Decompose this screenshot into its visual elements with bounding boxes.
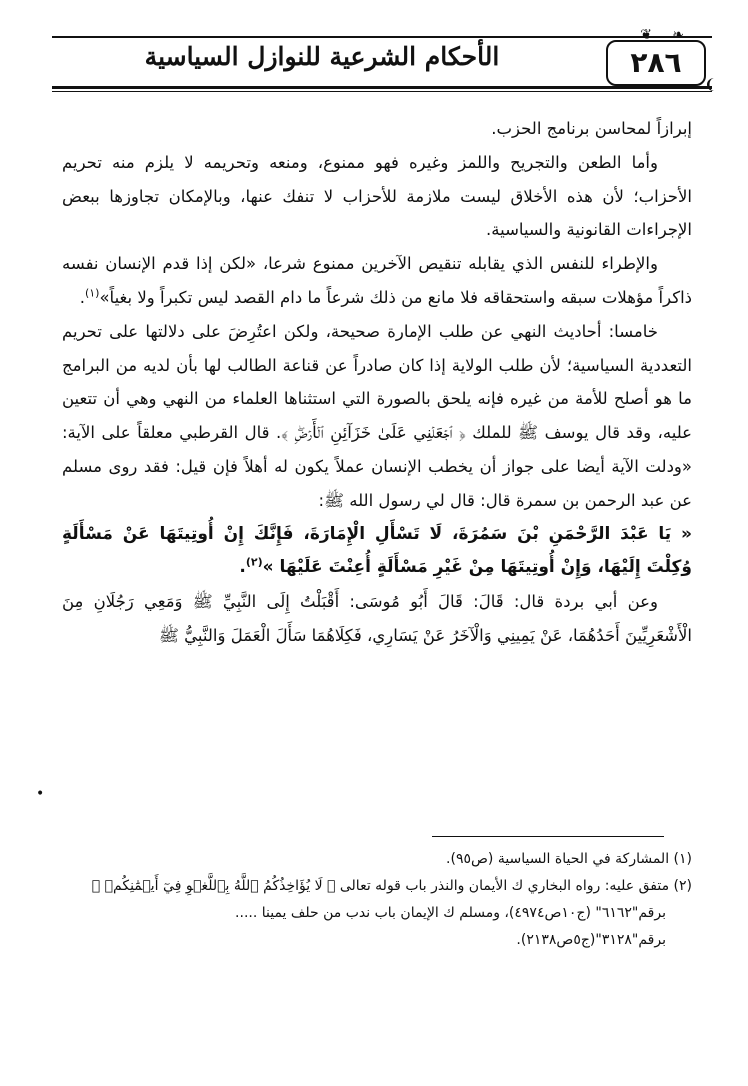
paragraph-text: خامسا: أحاديث النهي عن طلب الإمارة صحيحة، ولكن اعتُرِضَ على دلالتها على تحريم التعددية السياسية؛ لأن طلب الولاية إذا كان صادراً عن قناعة الطالب لها بأن لديه من البرامج ما هو أصلح للأمة من غيره فإنه يلحق بالصورة التي استثناها العلماء من النهي وهي أن تتعين عليه، وقد قال يوسف ﷺ للملك ﴿ ٱجۡعَلۡنِي عَلَىٰ خَزَآئِنِ ٱلۡأَرۡضِۖ ﴾. قال القرطبي معلقاً على الآية: «ودلت الآية أيضا على جواز أن يخطب الإنسان عملاً يكون له أهلاً فإن قيل: فقد روى مسلم عن عبد الرحمن بن سمرة قال: قال لي رسول الله ﷺ: bbox=[62, 321, 692, 510]
paragraph-text: والإطراء للنفس الذي يقابله تنقيص الآخرين ممنوع شرعا، «لكن إذا قدم الإنسان نفسه ذاكراً مؤهلات سبقه واستحقاقه فلا مانع من ذلك شرعاً ما دام القصد ليس تكبراً ولا بغياً» bbox=[62, 254, 692, 307]
paragraph bbox=[62, 247, 692, 315]
page-header bbox=[52, 27, 716, 96]
footnote-reference[interactable]: (١) bbox=[84, 286, 100, 300]
paragraph-text: وعن أبي بردة قال: قَالَ: قَالَ أَبُو مُوسَى: أَقْبَلْتُ إِلَى النَّبِيِّ ﷺ وَمَعِي رَجُلَانِ مِنَ الْأَشْعَرِيِّينَ أَحَدُهُمَا، عَنْ يَمِينِي وَالْآخَرُ عَنْ يَسَارِي، فَكِلَاهُمَا سَأَلَ الْعَمَلَ وَالنَّبِيُّ ﷺ bbox=[62, 592, 692, 645]
footnote: برقم"٦١٦٢" (ج١٠ص٤٩٧٤)، ومسلم ك الإيمان باب ندب من حلف يمينا ..... bbox=[235, 905, 666, 921]
page-number: ٢٨٦ bbox=[606, 40, 706, 86]
paragraph bbox=[62, 518, 692, 586]
paragraph-text: وأما الطعن والتجريح واللمز وغيره فهو ممنوع، ومنعه وتحريمه لا يلزم منه تحريم الأحزاب؛ لأن هذه الأخلاق ليست ملازمة للأحزاب لا تنفك عنها، وبالإمكان تجاوزها ببعض الإجراءات القانونية والسياسية. bbox=[62, 152, 692, 240]
header-top-rule bbox=[52, 36, 712, 38]
header-bottom-rule bbox=[52, 86, 712, 89]
paragraph-tail: . bbox=[239, 557, 246, 578]
paragraph bbox=[62, 146, 692, 247]
page-body bbox=[62, 112, 692, 653]
footnote: برقم"٣١٢٨"(ج٥ص٢١٣٨). bbox=[516, 932, 666, 948]
paragraph bbox=[62, 585, 692, 653]
flourish-ornament-icon: ❦ bbox=[640, 27, 652, 43]
flourish-ornament-icon: ❧ bbox=[672, 27, 684, 43]
footnotes bbox=[62, 846, 692, 954]
paragraph bbox=[62, 315, 692, 518]
paragraph bbox=[62, 112, 692, 146]
running-title: الأحكام الشرعية للنوازل السياسية bbox=[144, 42, 500, 71]
paragraph-text: « يَا عَبْدَ الرَّحْمَنِ بْنَ سَمُرَةَ، لَا تَسْأَلِ الْإِمَارَةَ، فَإِنَّكَ إِنْ أُوتِيتَهَا عَنْ مَسْأَلَةٍ وُكِلْتَ إِلَيْهَا، وَإِنْ أُوتِيتَهَا مِنْ غَيْرِ مَسْأَلَةٍ أُعِنْتَ عَلَيْهَا » bbox=[62, 523, 692, 578]
paragraph-tail: . bbox=[79, 287, 85, 307]
footnote-reference[interactable]: (٢) bbox=[245, 555, 263, 569]
paragraph-text: إبرازاً لمحاسن برنامج الحزب. bbox=[491, 119, 692, 138]
footnote-separator bbox=[432, 836, 664, 837]
header-bottom-thin-rule bbox=[52, 91, 712, 92]
curl-ornament-icon: ❨ bbox=[704, 77, 716, 93]
margin-mark: • bbox=[36, 786, 45, 802]
footnote: (٢) متفق عليه: رواه البخاري ك الأيمان والنذر باب قوله تعالى ﴿ لَا يُؤَاخِذُكُمُ ٱللَّهُ بِٱللَّغۡوِ فِيٓ أَيۡمَٰنِكُمۡ ﴾ bbox=[91, 878, 692, 894]
footnote: (١) المشاركة في الحياة السياسية (ص٩٥). bbox=[446, 851, 692, 867]
